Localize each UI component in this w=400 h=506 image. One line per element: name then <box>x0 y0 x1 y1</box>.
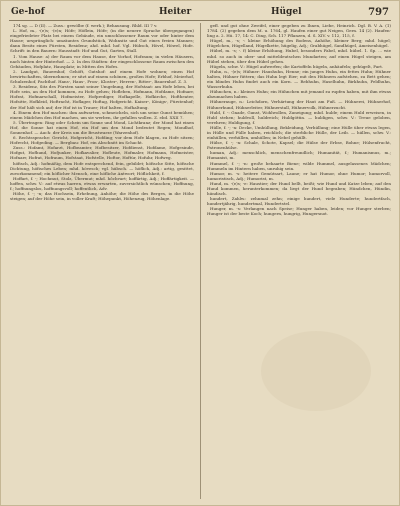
dictionary-entry: Hühnchen, n.: kleines Huhn; ein Hühnchen mit jemand zu rupfen haben, mit ihm etwas abzumachen haben. <box>207 89 391 100</box>
dictionary-entry: 1. Vom Hause: a) der Raum vor dem Hause, der Vorhof, Hofraum; in vielen Häusern, nach hinten der Hinterhof. — 2. In den Städten: der eingeschlossene Raum zwischen den Gebäuden, Hofplatz, Hausplatz; in Mitten des Hofes. <box>10 53 194 69</box>
dictionary-entry: Hund, m. -(e)s; -e: Haustier; der Hund bellt, beißt; wie Hund und Katze leben; auf den Hund kommen, herunterkommen; da liegt der Hund begraben; Hündchen, Hündin, hündisch. <box>207 180 391 197</box>
page-header <box>9 7 391 19</box>
dictionary-entry: 6. Rechtssprache: Gericht, Hofgericht, Hofding; vor dem Hofe klagen, zu Hofe sitzen; Hofrecht, Hofgeding. — Bergbau: Hof, ein Abschnitt im Schacht. <box>10 135 194 146</box>
dictionary-entry: Hühnerauge, n.: Leichdorn, Verhärtung der Haut am Fuß. — Hühnerei, Hühnerhof, Hühnerhund, Hühnerleiter, Hühnerstall, Hühnervolk, Hühnerzucht. <box>207 99 391 110</box>
dictionary-entry: höfisch, Adj.: hofmäßig, dem Hofe entsprechend, fein, gebildet; höfische Sitte, höfische Dichtung, höfisches Leben; mhd. hövesch; vgl. hübsch. — höflich, Adj.: artig, gesittet, zuvorkommend; ein höflicher Mensch, eine höfliche Antwort; Höflichkeit, f. <box>10 160 194 176</box>
dictionary-entry: Hunger, m. -s: Verlangen nach Speise; Hunger haben, leiden; vor Hunger sterben; Hunger ist der beste Koch; hungern, hungrig, Hungersnot. <box>207 206 391 217</box>
dictionary-entry: human, Adj.: menschlich, menschenfreundlich; Humanität, f.; Humanismus, m.; Humanist, m. <box>207 150 391 161</box>
dictionary-entry: Hübel, m. -s; -. f) kleine Erhöhung, Hubel, besonders Fabel, mhd. hübel. 1. Sp. ... wie mhd. so auch in ober- und mitteldeutschen Mundarten; auf einen Hügel steigen, am Hübel stehen, über den Hübel gehen. <box>207 48 391 64</box>
header-rule <box>9 20 391 21</box>
dictionary-entry: Hügel, m., -s; -: kleine Erhöhung des Bodens, Anhöhe, kleiner Berg; mhd. hügel; Hügelchen, Hügelland, Hügelkette, hügelig, Adj.; Grabhügel, Sandhügel, Ameisenhügel. <box>207 38 391 49</box>
dictionary-entry: Hummel, f. -; -n: große behaarte Biene; wilde Hummel, ausgelassenes Mädchen; Hummeln im Hintern haben, unruhig sein. <box>207 160 391 171</box>
left-column <box>10 23 194 501</box>
dictionary-entry: gefl. und gut ohne Zweifel, einer gegeben zu Ihnen, Liebe, Heinrich. Dgl. B. V. A. (1) 1784. (2) gegeben dem M. u. 1764, gl. Haufen einer gut Neigen, Gern. 14 (2). Haufen-ling a. 2. Hü. 17, 14: C. Ding, Sch. 117 Pflanzen, d. S. XIV. v. 112, 115, f. <box>207 23 391 39</box>
dictionary-entry: Huhn, n., -(e)s; Hühner: Haushuhn, Henne; ein junges Huhn, ein fettes Huhn; Hühner halten, Hühner füttern; das Huhn legt Eier; mit den Hühnern aufstehen, zu Bett gehen; ein blindes Huhn findet auch ein Korn. — Rebhuhn, Haselhuhn, Birkhuhn, Feldhuhn, Wasserhuhn. <box>207 68 391 90</box>
page-number: 797 <box>368 7 389 18</box>
dictionary-entry: Hoffart, f. -; Hochmut, Stolz, Übermut; mhd. hôchvart; hoffärtig, Adj.; Hoffärtigkeit. — hoffen, schw. V.: auf etwas harren, etwas erwarten, zuversichtlich wünschen; Hoffnung, f.; hoffnungslos, hoffnungsvoll; hoffentlich, Adv. <box>10 175 194 191</box>
header-center-right-guideword: Hügel <box>271 7 302 17</box>
dictionary-entry: Höhe, f. -; -n; das Hochsein, Erhebung, Anhöhe; die Höhe des Berges, in die Höhe steigen; auf der Höhe sein, in voller Kraft; Höhepunkt, Höhenzug, Höhenlage. <box>10 191 194 202</box>
dictionary-entry: Hülle, f. -; -n: Decke, Umhüllung, Bekleidung, Verhüllung; eine Hülle über etwas legen, in Hülle und Fülle haben, reichlich; die sterbliche Hülle, der Leib. — hüllen, schw. V.: einhüllen, verhüllen, umhüllen; in Nebel gehüllt. <box>207 124 391 141</box>
dictionary-entry: Humor, m. -s: heitere Gemütsart, Laune; er hat Humor, ohne Humor; humorvoll, humoristisch, Adj.; Humorist, m. <box>207 170 391 181</box>
header-center-left-guideword: Heiter <box>159 7 192 17</box>
column-divider <box>200 23 201 499</box>
dictionary-entry: 5. Übertragen: Ring oder Schein um Sonne und Mond, Lichtkranz; der Mond hat einen Hof, die Sonne hat einen Hof, ein Hof um den Mond bedeutet Regen; Mondhof, Sonnenhof. — Auch: der Kreis um die Brustwarze (Warzenhof). <box>10 119 194 135</box>
dictionary-entry: 174 sg. — D (II). — Zuss.: gewölbe (f. werk.); Behausung. Rhld. III 7 v. <box>13 23 158 28</box>
dictionary-entry: 4. Einem den Hof machen: ihm aufwarten, schmeicheln, sich um seine Gunst bemühen; einem Mädchen den Hof machen, um sie werben, ihr gefallen wollen. Z. ebd. XXII 7. <box>10 109 194 120</box>
dictionary-entry: Huld, f. -: Gnade, Gunst, Wohlwollen, Zuneigung; mhd. hulde; einem Huld erweisen, in Huld stehen; huldvoll, huldreich; Huldgöttin. — huldigen, schw. V.: Treue geloben, verehren; Huldigung, f. <box>207 109 391 125</box>
dictionary-entry: Zuss.: Hofamt, Hofarzt, Hofbeamter, Hofbesitzer, Hofdienst, Hofdame, Hofgesinde, Hofgut, Hofhund, Hofjunker, Hofkavalier, Hofleute, Hofmaler, Hofmann, Hofmeister, Hofnarr, Hofrat, Hofraum, Hofstaat, Hofstelle, Hoftor, Hoftür, Hofuhr, Hofweg. <box>10 145 194 161</box>
dictionary-entry: hundert, Zahlw.: zehnmal zehn; einige hundert, viele Hunderte; hundertfach, hundertjährig, hundertmal, Hundertstel. <box>207 196 391 207</box>
right-column <box>207 23 391 501</box>
dictionary-entry: Hülse, f. -; -n: Schale, Schote, Kapsel; die Hülse der Erbse, Bohne; Hülsenfrucht, Patronenhülse. <box>207 140 391 151</box>
dictionary-entry: 2. Landgut, Bauernhof, Gehöft, Gutshof: auf einem Hofe wohnen; einen Hof bewirtschaften, übernehmen; er sitzt auf einem schönen, großen Hofe; Erbhof, Meierhof, Schulzenhof, Pachthof. Hans-, Haus-, Fron-, Kloster-, Herren-, Ritter-, Bauernhof. Z. 3. <box>10 68 194 85</box>
dictionary-entry: Hügeln, schw. V.: Hügel aufwerfen; die Kartoffeln hügeln, anhäufeln; gehügelt, Part. <box>210 63 384 69</box>
dictionary-entry: L. Hof, m., -(e)s; -(e)n; Höfe; Höflein, Höfe; (in die neuere Sprache übergegangen) eingefriedeter Platz bei einem Gebäude, ein umschlossener Raum vor oder hinter dem Hause; ursprünglich: umzäuntes Grundstück, Wohnsitz und Gut eines freien Mannes; dann Besitz eines Fürsten, Residenz; ahd. mhd. hof. Vgl. Hübsch, Hövel, Höwel, Hofe. Schrift: in den Bauern: Hausstadt: Hof und Gut, Garten, Stall. <box>10 28 194 54</box>
header-left-guideword: Ge-hof <box>11 7 45 17</box>
dictionary-entry: 3. Residenz, Sitz des Fürsten samt seiner Umgebung, der Hofstaat: am Hofe leben, bei Hofe sein, an den Hof kommen, zu Hofe gehen; Hofleben, Hofmann, Hofdame, Hofnarr, Hofrat, Hofmarschall, Hofmeister, Hofprediger, Hofkapelle, Hofkirche, Hoftheater, Hofsitte, Hofkleid, Hoftracht, Hoflager, Hoftag, Hofgericht. Kaiser-, Königs-, Fürstenhof; der Hof hält sich auf; der Hof ist in Trauer; Hof halten, Hofhaltung. <box>10 84 194 110</box>
